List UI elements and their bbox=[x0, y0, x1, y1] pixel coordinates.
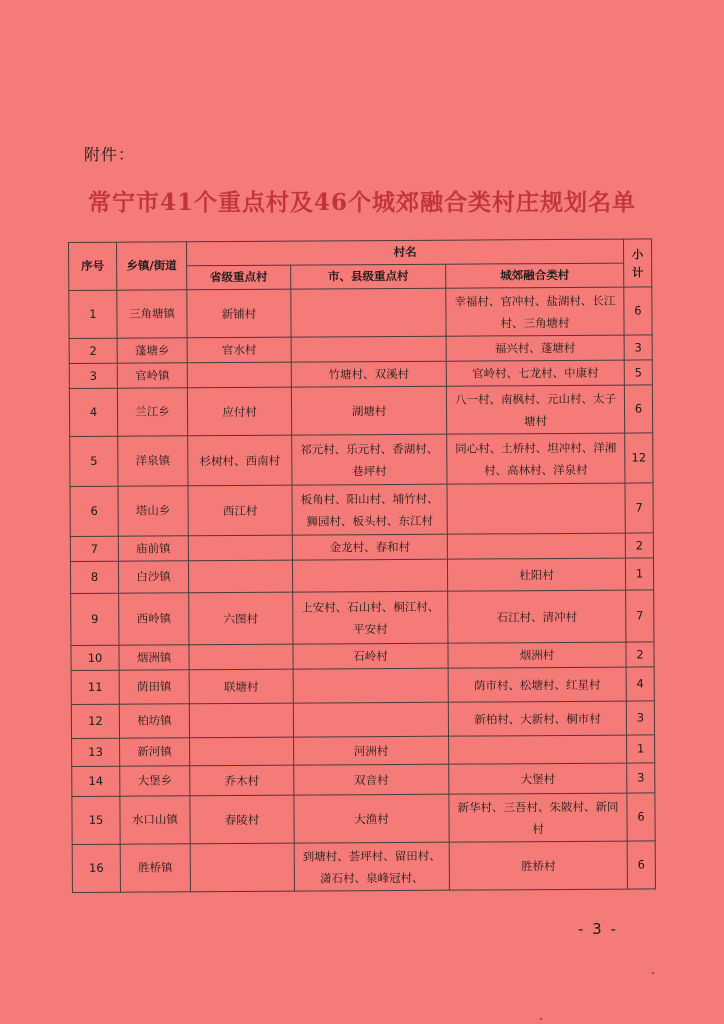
cell-town: 柏坊镇 bbox=[119, 704, 189, 738]
cell-suburban-villages bbox=[449, 735, 627, 764]
cell-provincial-villages bbox=[190, 737, 294, 766]
cell-provincial-villages: 西江村 bbox=[188, 485, 292, 536]
cell-suburban-villages: 烟洲村 bbox=[448, 642, 626, 668]
cell-town: 烟洲镇 bbox=[119, 645, 189, 670]
cell-suburban-villages: 石江村、清冲村 bbox=[448, 590, 626, 643]
village-plan-table bbox=[68, 238, 656, 893]
attachment-label: 附件： bbox=[84, 145, 136, 164]
cell-city-county-villages: 河洲村 bbox=[294, 736, 449, 765]
cell-provincial-villages: 应付村 bbox=[187, 387, 291, 436]
cell-subtotal: 6 bbox=[624, 385, 652, 433]
cell-provincial-villages: 六图村 bbox=[189, 592, 293, 645]
cell-seq: 1 bbox=[69, 290, 117, 338]
cell-subtotal: 3 bbox=[626, 701, 654, 735]
cell-town: 白沙镇 bbox=[118, 561, 188, 593]
header-seq: 序号 bbox=[69, 242, 117, 290]
header-provincial: 省级重点村 bbox=[187, 265, 291, 290]
header-subtotal: 小计 bbox=[623, 239, 651, 287]
cell-provincial-villages: 新铺村 bbox=[187, 289, 291, 338]
cell-town: 蓬塘乡 bbox=[117, 338, 187, 363]
cell-subtotal: 4 bbox=[626, 667, 654, 701]
cell-suburban-villages: 福兴村、蓬塘村 bbox=[446, 335, 624, 361]
table-row bbox=[69, 335, 652, 364]
cell-subtotal: 6 bbox=[627, 793, 655, 841]
cell-subtotal: 2 bbox=[625, 533, 653, 558]
cell-seq: 5 bbox=[70, 436, 118, 486]
cell-suburban-villages: 八一村、南枫村、元山村、太子塘村 bbox=[446, 385, 624, 434]
cell-seq: 13 bbox=[72, 738, 120, 766]
page-number: - 3 - bbox=[578, 920, 618, 938]
table-row bbox=[71, 667, 654, 705]
table-row bbox=[70, 558, 653, 594]
cell-city-county-villages: 大渔村 bbox=[294, 794, 449, 843]
cell-seq: 14 bbox=[72, 766, 120, 796]
cell-seq: 3 bbox=[69, 363, 117, 388]
cell-provincial-villages: 官水村 bbox=[187, 337, 291, 363]
cell-town: 新河镇 bbox=[120, 738, 190, 766]
table-row bbox=[69, 287, 652, 339]
cell-seq: 12 bbox=[71, 704, 119, 738]
table-row bbox=[72, 763, 655, 797]
cell-seq: 16 bbox=[72, 844, 120, 892]
document-title: 常宁市41个重点村及46个城郊融合类村庄规划名单 bbox=[87, 189, 636, 216]
cell-town: 荫田镇 bbox=[119, 670, 189, 704]
cell-city-county-villages: 板角村、阳山村、埔竹村、狮园村、板头村、东江村 bbox=[292, 484, 447, 535]
cell-subtotal: 7 bbox=[625, 483, 653, 533]
cell-suburban-villages bbox=[447, 533, 625, 559]
cell-suburban-villages: 幸福村、官冲村、盐湖村、长江村、三角塘村 bbox=[446, 287, 624, 336]
cell-seq: 8 bbox=[70, 561, 118, 593]
cell-town: 西岭镇 bbox=[119, 593, 189, 645]
table-body bbox=[69, 287, 656, 893]
cell-town: 塔山乡 bbox=[118, 486, 188, 536]
cell-suburban-villages: 荫市村、松塘村、红星村 bbox=[448, 667, 626, 702]
cell-city-county-villages: 上安村、石山村、桐江村、平安村 bbox=[293, 591, 448, 644]
header-town: 乡镇/街道 bbox=[117, 242, 187, 290]
scan-speck bbox=[652, 972, 654, 974]
cell-suburban-villages: 官岭村、七龙村、中康村 bbox=[446, 360, 624, 386]
cell-city-county-villages: 祁元村、乐元村、香湖村、巷坪村 bbox=[292, 434, 447, 485]
cell-town: 三角塘镇 bbox=[117, 290, 187, 338]
cell-seq: 6 bbox=[70, 486, 118, 536]
table-row bbox=[72, 793, 655, 845]
cell-city-county-villages bbox=[292, 559, 447, 592]
cell-town: 庙前镇 bbox=[118, 536, 188, 561]
cell-city-county-villages: 金龙村、春和村 bbox=[292, 534, 447, 560]
cell-city-county-villages: 竹塘村、双溪村 bbox=[291, 361, 446, 387]
header-village-group: 村名 bbox=[187, 239, 624, 266]
cell-seq: 15 bbox=[72, 796, 120, 844]
table-row bbox=[72, 735, 655, 767]
header-suburban: 城郊融合类村 bbox=[446, 263, 624, 288]
cell-town: 官岭镇 bbox=[117, 363, 187, 388]
scan-speck bbox=[540, 1018, 542, 1020]
cell-provincial-villages bbox=[189, 703, 293, 738]
cell-suburban-villages: 杜阳村 bbox=[447, 558, 625, 591]
cell-city-county-villages: 石岭村 bbox=[293, 643, 448, 669]
cell-provincial-villages: 乔木村 bbox=[190, 765, 294, 796]
cell-subtotal: 7 bbox=[626, 590, 654, 642]
cell-subtotal: 5 bbox=[624, 360, 652, 385]
cell-city-county-villages: 湖塘村 bbox=[291, 386, 446, 435]
cell-suburban-villages: 胜桥村 bbox=[449, 841, 627, 890]
cell-suburban-villages: 同心村、土桥村、坦冲村、洋湘村、高林村、洋泉村 bbox=[447, 433, 625, 484]
cell-city-county-villages bbox=[293, 668, 448, 703]
cell-provincial-villages: 联塘村 bbox=[189, 669, 293, 704]
cell-seq: 2 bbox=[69, 338, 117, 363]
cell-subtotal: 3 bbox=[624, 335, 652, 360]
header-city-county: 市、县级重点村 bbox=[291, 264, 446, 289]
cell-town: 大堡乡 bbox=[120, 766, 190, 796]
cell-provincial-villages bbox=[190, 843, 294, 892]
cell-seq: 11 bbox=[71, 670, 119, 704]
cell-town: 洋泉镇 bbox=[118, 436, 188, 486]
cell-subtotal: 6 bbox=[627, 841, 655, 889]
cell-city-county-villages: 双音村 bbox=[294, 764, 449, 795]
table-row bbox=[72, 841, 655, 893]
table-row bbox=[69, 385, 652, 437]
cell-subtotal: 2 bbox=[626, 642, 654, 667]
table-row bbox=[71, 701, 654, 739]
cell-seq: 7 bbox=[70, 536, 118, 561]
cell-seq: 9 bbox=[71, 593, 119, 645]
cell-town: 水口山镇 bbox=[120, 796, 190, 844]
cell-suburban-villages bbox=[447, 483, 625, 534]
table-row bbox=[69, 360, 652, 389]
cell-subtotal: 12 bbox=[625, 433, 653, 483]
table-row bbox=[71, 590, 654, 646]
cell-subtotal: 1 bbox=[627, 735, 655, 763]
cell-city-county-villages bbox=[293, 702, 448, 737]
cell-suburban-villages: 大堡村 bbox=[449, 763, 627, 794]
cell-subtotal: 6 bbox=[624, 287, 652, 335]
table-row bbox=[70, 533, 653, 562]
table-row bbox=[70, 433, 653, 487]
cell-city-county-villages: 到塘村、荟坪村、留田村、潇石村、泉峰冠村、 bbox=[294, 842, 449, 891]
cell-subtotal: 3 bbox=[627, 763, 655, 793]
table-row bbox=[71, 642, 654, 671]
cell-provincial-villages bbox=[188, 560, 292, 593]
cell-city-county-villages bbox=[291, 336, 446, 362]
cell-provincial-villages bbox=[189, 644, 293, 670]
cell-provincial-villages bbox=[188, 535, 292, 561]
cell-seq: 4 bbox=[69, 388, 117, 436]
table-header-row-1 bbox=[69, 239, 652, 267]
cell-provincial-villages: 春陵村 bbox=[190, 795, 294, 844]
cell-provincial-villages bbox=[187, 362, 291, 388]
table-row bbox=[70, 483, 653, 537]
cell-town: 兰江乡 bbox=[117, 388, 187, 436]
cell-subtotal: 1 bbox=[625, 558, 653, 590]
cell-suburban-villages: 新柏村、大新村、桐市村 bbox=[448, 701, 626, 736]
cell-city-county-villages bbox=[291, 288, 446, 337]
cell-provincial-villages: 杉树村、西南村 bbox=[188, 435, 292, 486]
cell-suburban-villages: 新华村、三吾村、朱陂村、新同村 bbox=[449, 793, 627, 842]
cell-seq: 10 bbox=[71, 645, 119, 670]
cell-town: 胜桥镇 bbox=[120, 844, 190, 892]
